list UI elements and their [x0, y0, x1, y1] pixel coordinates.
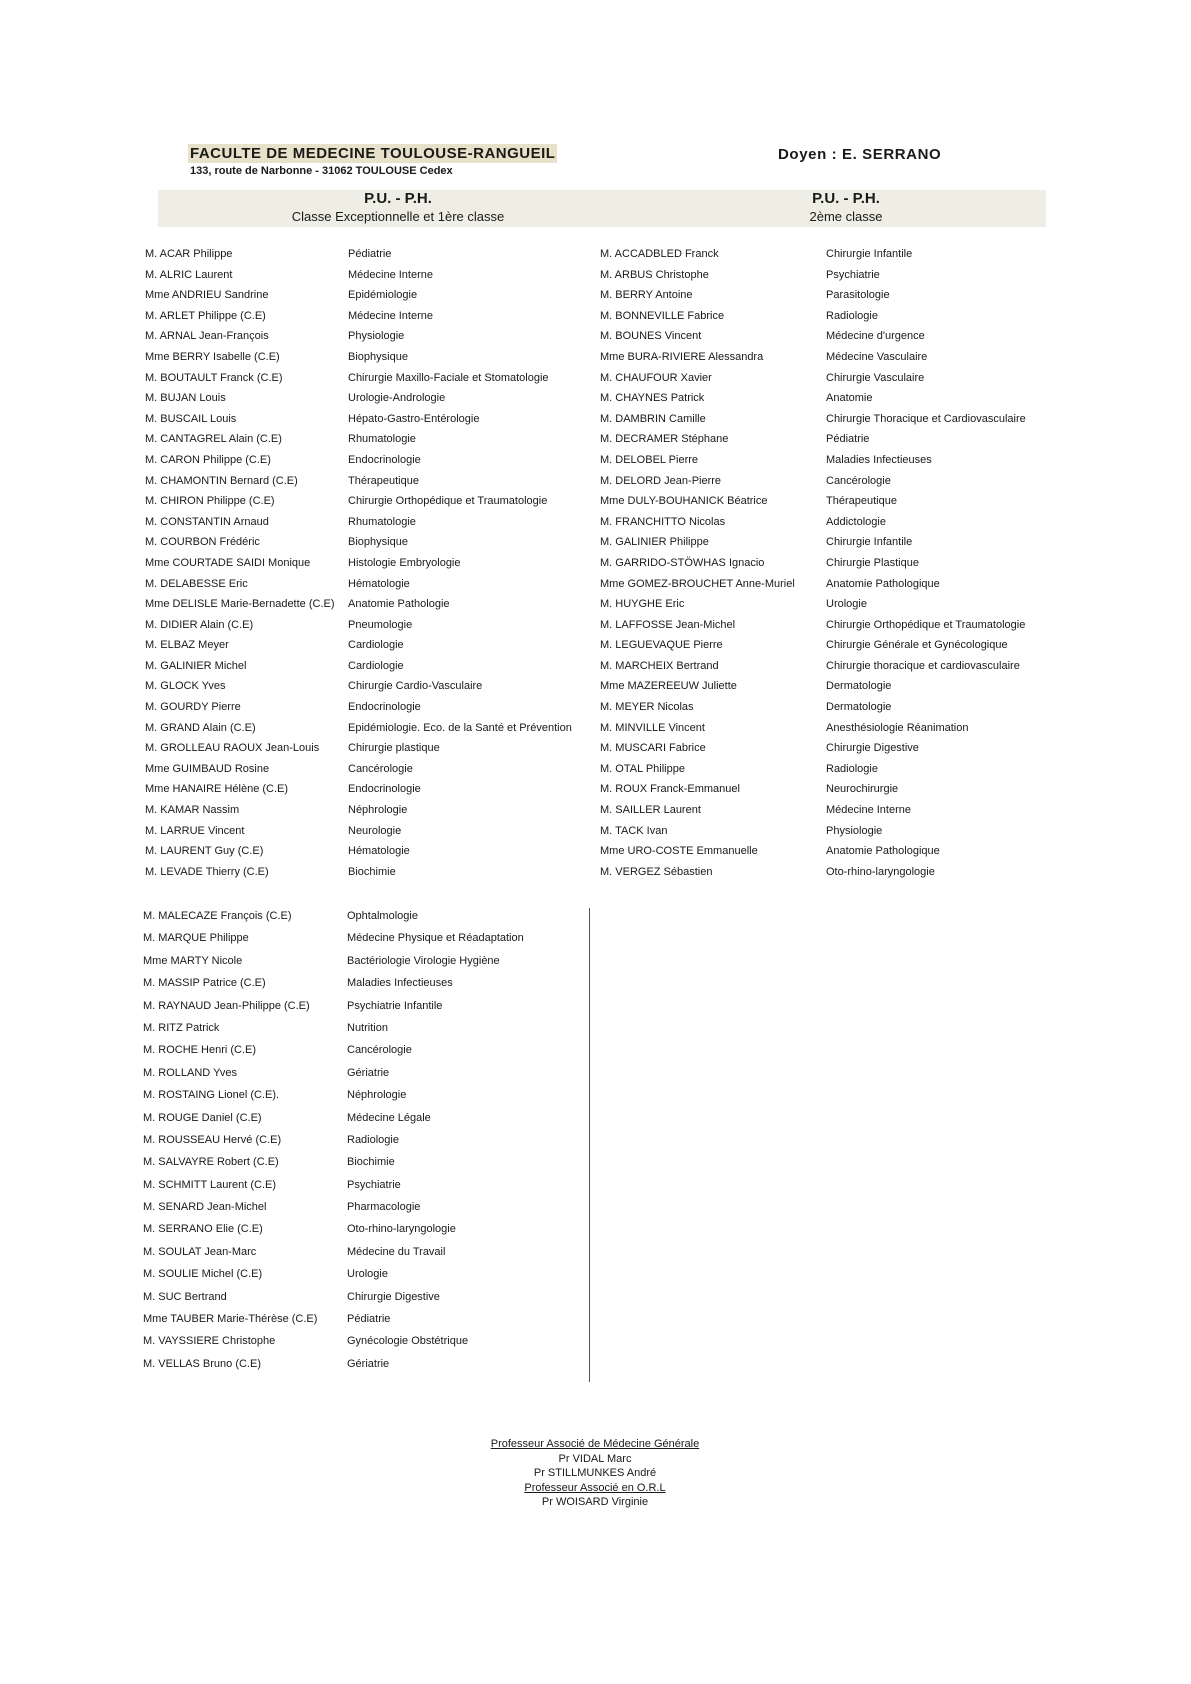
specialty: Chirurgie Cardio-Vasculaire [348, 680, 483, 693]
professor-name: M. LARRUE Vincent [145, 824, 245, 837]
specialty: Anatomie [826, 392, 873, 405]
specialty: Pédiatrie [348, 248, 392, 260]
professor-name: M. DELORD Jean-Pierre [600, 474, 722, 487]
professor-name: Mme HANAIRE Hélène (C.E) [145, 783, 289, 796]
specialty: Thérapeutique [826, 495, 897, 508]
specialty: Cancérologie [826, 474, 891, 487]
footer-name: Pr VIDAL Marc [558, 1452, 632, 1465]
professor-name: M. GARRIDO-STÖWHAS Ignacio [600, 556, 765, 569]
specialty: Psychiatrie [826, 268, 880, 281]
band-left-title: P.U. - P.H. [364, 190, 432, 207]
professor-name: M. LEVADE Thierry (C.E) [145, 865, 269, 878]
professor-name: M. ACCADBLED Franck [600, 248, 719, 260]
professor-name: M. SERRANO Elie (C.E) [143, 1223, 263, 1236]
specialty: Oto-rhino-laryngologie [826, 865, 935, 878]
specialty: Pharmacologie [347, 1201, 421, 1214]
professor-name: M. RAYNAUD Jean-Philippe (C.E) [143, 999, 310, 1012]
professor-name: M. ALRIC Laurent [145, 268, 233, 281]
specialty: Thérapeutique [348, 474, 419, 487]
specialty: Epidémiologie [348, 289, 418, 302]
specialty: Epidémiologie. Eco. de la Santé et Prévention [348, 721, 572, 734]
specialty: Psychiatrie [347, 1178, 401, 1191]
specialty: Biophysique [348, 536, 408, 549]
specialty: Rhumatologie [348, 433, 416, 446]
header-left [188, 145, 557, 177]
specialty: Cancérologie [348, 762, 413, 775]
professor-name: M. FRANCHITTO Nicolas [600, 515, 726, 528]
specialty: Hépato-Gastro-Entérologie [348, 412, 480, 425]
professor-name: M. DAMBRIN Camille [600, 412, 706, 425]
professor-name: Mme GUIMBAUD Rosine [145, 762, 270, 775]
professor-name: M. SAILLER Laurent [600, 804, 701, 817]
professor-name: M. LAURENT Guy (C.E) [145, 845, 264, 858]
specialty: Médecine Interne [826, 804, 911, 817]
specialty: Anatomie Pathologique [826, 577, 940, 590]
specialty: Ophtalmologie [347, 910, 418, 922]
professor-name: Mme BERRY Isabelle (C.E) [145, 350, 280, 363]
specialty: Radiologie [826, 762, 878, 775]
specialty: Chirurgie Digestive [826, 742, 919, 755]
specialty: Gynécologie Obstétrique [347, 1335, 469, 1348]
professor-name: M. MALECAZE François (C.E) [143, 910, 292, 922]
faculty-name: FACULTE DE MEDECINE TOULOUSE-RANGUEIL [190, 145, 556, 162]
specialty: Parasitologie [826, 289, 890, 302]
specialty: Néphrologie [347, 1089, 407, 1102]
specialty: Chirurgie thoracique et cardiovasculaire [826, 659, 1020, 672]
professor-name: M. ELBAZ Meyer [145, 639, 229, 652]
specialty: Urologie-Andrologie [348, 392, 446, 405]
professor-name: M. ROUGE Daniel (C.E) [143, 1111, 262, 1124]
footer-heading-general-medicine: Professeur Associé de Médecine Générale [490, 1438, 700, 1450]
specialty: Dermatologie [826, 680, 892, 693]
specialty: Maladies Infectieuses [347, 977, 453, 990]
specialty: Radiologie [347, 1133, 399, 1146]
specialty: Nutrition [347, 1021, 388, 1034]
specialty: Médecine Interne [348, 309, 433, 322]
specialty: Radiologie [826, 309, 878, 322]
specialty: Gériatrie [347, 1357, 390, 1370]
professor-name: M. VERGEZ Sébastien [600, 865, 713, 878]
professor-name: M. DECRAMER Stéphane [600, 433, 729, 446]
professor-name: M. GOURDY Pierre [145, 701, 241, 714]
specialty: Cardiologie [348, 659, 404, 672]
professor-name: M. MINVILLE Vincent [600, 721, 705, 734]
footer-name: Pr STILLMUNKES André [533, 1467, 657, 1479]
professor-name: M. TACK Ivan [600, 824, 668, 837]
professor-name: Mme URO-COSTE Emmanuelle [600, 845, 758, 858]
professor-name: M. GALINIER Philippe [600, 536, 709, 549]
specialty: Chirurgie Maxillo-Faciale et Stomatologie [348, 371, 549, 384]
professor-name: Mme GOMEZ-BROUCHET Anne-Muriel [600, 577, 795, 590]
specialty: Chirurgie Digestive [347, 1290, 440, 1303]
specialty: Chirurgie Plastique [826, 556, 919, 569]
professor-name: M. CANTAGREL Alain (C.E) [145, 433, 282, 446]
professor-name: M. SCHMITT Laurent (C.E) [143, 1178, 277, 1191]
specialty: Anatomie Pathologie [348, 598, 450, 611]
specialty: Urologie [347, 1268, 388, 1281]
professor-name: M. DELABESSE Eric [145, 577, 248, 590]
dean: Doyen : E. SERRANO [778, 146, 942, 163]
professor-name: M. CARON Philippe (C.E) [145, 453, 271, 466]
professor-name: M. VAYSSIERE Christophe [143, 1335, 276, 1348]
professor-name: M. RITZ Patrick [143, 1021, 220, 1034]
professor-name: M. MASSIP Patrice (C.E) [143, 977, 266, 990]
professor-name: M. OTAL Philippe [600, 762, 685, 775]
specialty: Physiologie [348, 330, 405, 343]
professor-name: M. SOULAT Jean-Marc [143, 1245, 257, 1258]
specialty: Pneumologie [348, 618, 413, 631]
professor-name: M. SOULIE Michel (C.E) [143, 1268, 263, 1281]
professor-name: M. COURBON Frédéric [145, 536, 260, 549]
specialty: Dermatologie [826, 701, 892, 714]
specialty: Oto-rhino-laryngologie [347, 1223, 456, 1236]
professor-name: M. GLOCK Yves [145, 680, 226, 693]
professor-name: M. DELOBEL Pierre [600, 453, 699, 466]
specialty: Gériatrie [347, 1066, 390, 1079]
professor-name: M. ROSTAING Lionel (C.E). [143, 1089, 280, 1102]
professor-name: M. SUC Bertrand [143, 1290, 227, 1303]
professor-name: M. ROUSSEAU Hervé (C.E) [143, 1133, 282, 1146]
specialty: Chirurgie Vasculaire [826, 371, 925, 384]
professor-name: M. ARNAL Jean-François [145, 330, 269, 343]
column-divider [589, 908, 590, 1382]
specialty: Pédiatrie [347, 1313, 391, 1326]
professor-name: M. BUSCAIL Louis [145, 412, 237, 425]
professor-name: M. VELLAS Bruno (C.E) [143, 1357, 261, 1370]
professor-name: M. CHAYNES Patrick [600, 392, 705, 405]
professor-name: M. LEGUEVAQUE Pierre [600, 639, 723, 652]
professor-name: M. ROUX Franck-Emmanuel [600, 783, 740, 796]
professor-name: M. BOUTAULT Franck (C.E) [145, 371, 283, 384]
specialty: Biophysique [348, 350, 408, 363]
specialty: Médecine Interne [348, 268, 433, 281]
professor-name: M. GROLLEAU RAOUX Jean-Louis [145, 742, 320, 755]
specialty: Chirurgie Infantile [826, 248, 913, 260]
specialty: Hématologie [348, 577, 410, 590]
specialty: Médecine du Travail [347, 1245, 446, 1258]
specialty: Bactériologie Virologie Hygiène [347, 954, 500, 967]
specialty: Endocrinologie [348, 701, 421, 714]
specialty: Endocrinologie [348, 453, 421, 466]
specialty: Chirurgie Infantile [826, 536, 913, 549]
professor-name: M. SALVAYRE Robert (C.E) [143, 1156, 279, 1169]
band-right [786, 190, 906, 225]
specialty: Médecine Légale [347, 1111, 431, 1124]
professor-name: M. GRAND Alain (C.E) [145, 721, 256, 734]
specialty: Chirurgie Thoracique et Cardiovasculaire [826, 412, 1026, 425]
specialty: Chirurgie Générale et Gynécologique [826, 639, 1008, 652]
professor-name: M. BERRY Antoine [600, 289, 693, 302]
band-right-subtitle: 2ème classe [809, 209, 883, 224]
specialty: Anatomie Pathologique [826, 845, 940, 858]
professor-name: M. ARLET Philippe (C.E) [145, 309, 266, 322]
band-left [248, 190, 548, 225]
specialty: Cardiologie [348, 639, 404, 652]
specialty: Médecine d'urgence [826, 330, 925, 343]
specialty: Médecine Physique et Réadaptation [347, 932, 524, 945]
specialty: Maladies Infectieuses [826, 453, 932, 466]
specialty: Neurologie [348, 824, 402, 837]
professor-name: M. ROLLAND Yves [143, 1066, 237, 1079]
specialty: Chirurgie Orthopédique et Traumatologie [348, 495, 548, 508]
specialty: Neurochirurgie [826, 783, 899, 796]
professor-name: M. DIDIER Alain (C.E) [145, 618, 254, 631]
professor-name: M. BOUNES Vincent [600, 330, 702, 343]
professor-name: Mme DULY-BOUHANICK Béatrice [600, 495, 768, 508]
professor-name: Mme TAUBER Marie-Thérèse (C.E) [143, 1313, 318, 1326]
professor-name: M. MARQUE Philippe [143, 932, 249, 945]
professor-name: M. BUJAN Louis [145, 392, 226, 405]
specialty: Hématologie [348, 845, 410, 858]
professor-name: Mme ANDRIEU Sandrine [145, 289, 269, 302]
professor-name: M. CHAUFOUR Xavier [600, 371, 712, 384]
specialty: Médecine Vasculaire [826, 350, 928, 363]
professor-name: M. ARBUS Christophe [600, 268, 709, 281]
specialty: Pédiatrie [826, 433, 870, 446]
specialty: Histologie Embryologie [348, 556, 461, 569]
band-left-subtitle: Classe Exceptionnelle et 1ère classe [291, 209, 505, 224]
professor-name: M. CHAMONTIN Bernard (C.E) [145, 474, 298, 487]
footer [395, 1437, 795, 1510]
professor-name: M. MARCHEIX Bertrand [600, 659, 719, 672]
professor-name: Mme MAZEREEUW Juliette [600, 680, 737, 693]
professor-name: Mme DELISLE Marie-Bernadette (C.E) [145, 598, 335, 611]
specialty: Rhumatologie [348, 515, 416, 528]
specialty: Chirurgie plastique [348, 742, 440, 755]
professor-name: Mme COURTADE SAIDI Monique [145, 556, 311, 569]
professor-name: M. BONNEVILLE Fabrice [600, 309, 725, 322]
professor-name: M. CONSTANTIN Arnaud [145, 515, 269, 528]
professor-name: M. CHIRON Philippe (C.E) [145, 495, 275, 508]
specialty: Urologie [826, 598, 867, 611]
specialty: Anesthésiologie Réanimation [826, 721, 969, 734]
professor-name: Mme BURA-RIVIERE Alessandra [600, 350, 764, 363]
professor-name: M. LAFFOSSE Jean-Michel [600, 618, 736, 631]
professor-name: M. KAMAR Nassim [145, 804, 240, 817]
specialty: Néphrologie [348, 804, 408, 817]
specialty: Biochimie [348, 865, 396, 878]
professor-name: Mme MARTY Nicole [143, 954, 243, 967]
professor-name: M. ACAR Philippe [145, 248, 233, 260]
specialty: Chirurgie Orthopédique et Traumatologie [826, 618, 1026, 631]
professor-name: M. MEYER Nicolas [600, 701, 694, 714]
specialty: Biochimie [347, 1156, 395, 1169]
band-right-title: P.U. - P.H. [812, 190, 880, 207]
professor-name: M. GALINIER Michel [145, 659, 247, 672]
faculty-address: 133, route de Narbonne - 31062 TOULOUSE Cedex [190, 165, 453, 177]
professor-name: M. MUSCARI Fabrice [600, 742, 706, 755]
specialty: Addictologie [826, 515, 886, 528]
specialty: Cancérologie [347, 1044, 412, 1057]
category-band [158, 190, 1046, 227]
specialty: Endocrinologie [348, 783, 421, 796]
footer-heading-orl: Professeur Associé en O.R.L [524, 1481, 666, 1494]
professor-name: M. HUYGHE Eric [600, 598, 685, 611]
specialty: Physiologie [826, 824, 883, 837]
professor-name: M. SENARD Jean-Michel [143, 1201, 267, 1214]
specialty: Psychiatrie Infantile [347, 999, 443, 1012]
professor-name: M. ROCHE Henri (C.E) [143, 1044, 257, 1057]
footer-name: Pr WOISARD Virginie [541, 1496, 649, 1508]
